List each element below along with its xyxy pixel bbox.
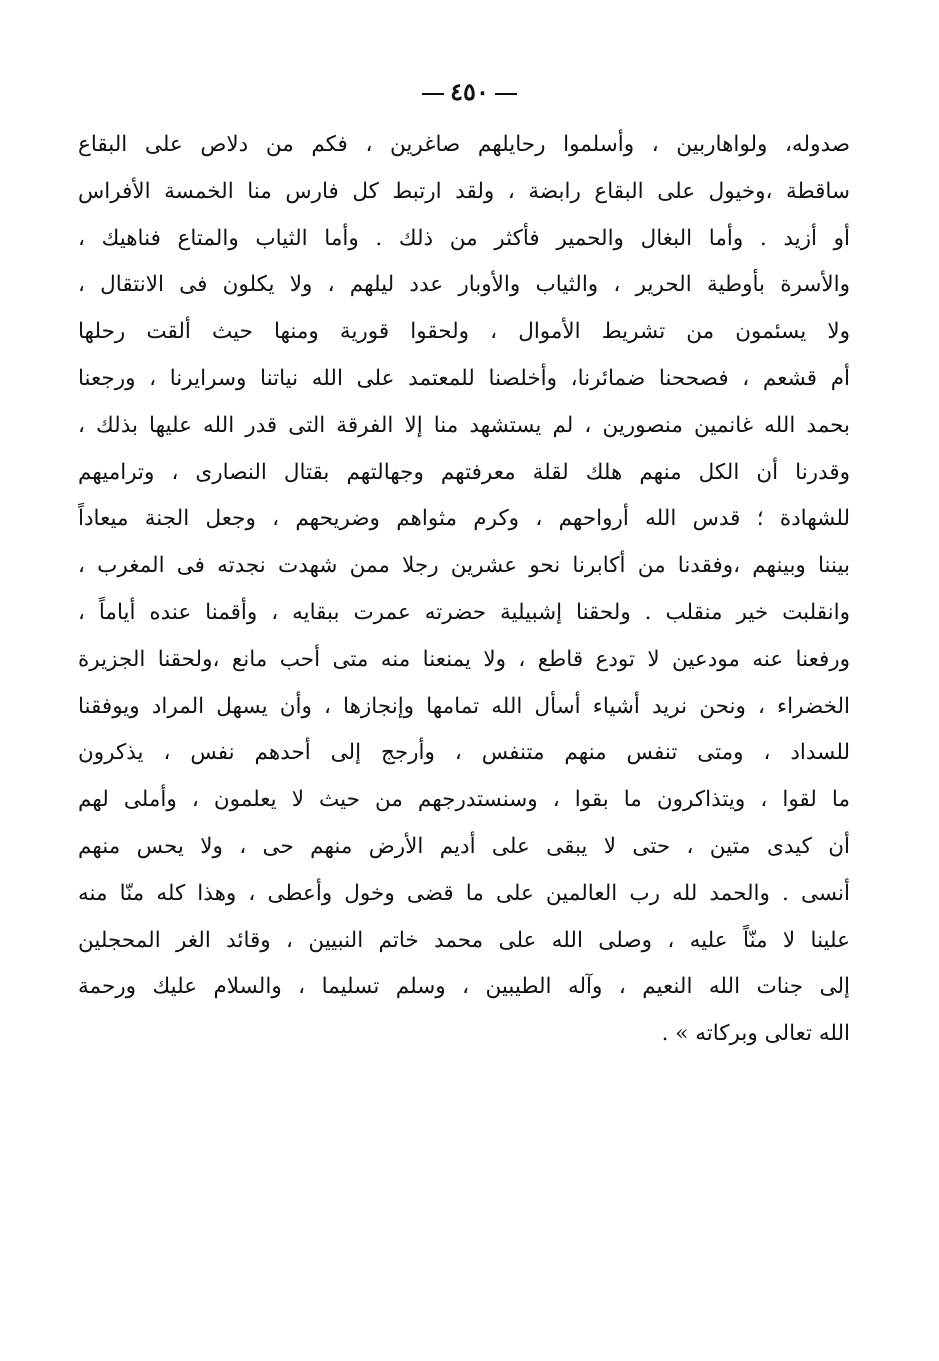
text-line-18: علينا لا منّاً عليه ، وصلى الله على محمد خاتم النبيين ، وقائد الغر المحجلين: [78, 927, 850, 953]
text-line-6: أم قشعم ، فصححنا ضمائرنا، وأخلصنا للمعتمد على الله نياتنا وسرايرنا ، ورجعنا: [78, 365, 850, 391]
text-line-16: أن كيدى متين ، حتى لا يبقى على أديم الأرض منهم حى ، ولا يحس منهم: [78, 833, 850, 859]
right-dash-divider: [422, 93, 444, 95]
text-line-1: صدوله، ولواهاربين ، وأسلموا رحايلهم صاغرين ، فكم من دلاص على البقاع: [78, 132, 850, 157]
text-line-12: ورفعنا عنه مودعين لا تودع قاطع ، ولا يمنعنا منه متى أحب مانع ،ولحقنا الجزيرة: [78, 646, 850, 672]
body-text: [78, 122, 850, 1058]
left-dash-divider: [495, 93, 517, 95]
text-line-17: أنسى . والحمد لله رب العالمين على ما قضى وخول وأعطى ، وهذا كله منّا منه: [78, 880, 850, 906]
text-line-14: للسداد ، ومتى تنفس منهم متنفس ، وأرجج إلى أحدهم نفس ، يذكرون: [78, 740, 850, 766]
text-line-2: ساقطة ،وخيول على البقاع رابضة ، ولقد ارتبط كل فارس منا الخمسة الأفراس: [78, 178, 850, 204]
text-line-3: أو أزيد . وأما البغال والحمير فأكثر من ذلك . وأما الثياب والمتاع فناهيك ،: [78, 225, 850, 251]
text-line-9: للشهادة ؛ قدس الله أرواحهم ، وكرم مثواهم وضريحهم ، وجعل الجنة ميعاداً: [78, 506, 850, 532]
text-line-8: وقدرنا أن الكل منهم هلك لقلة معرفتهم وجهالتهم بقتال النصارى ، وتراميهم: [78, 459, 850, 485]
text-line-5: ولا يسئمون من تشريط الأموال ، ولحقوا قورية ومنها حيث ألقت رحلها: [78, 319, 850, 345]
text-line-7: بحمد الله غانمين منصورين ، لم يستشهد منا إلا الفرقة التى قدر الله عليها بذلك ،: [78, 412, 850, 438]
text-line-4: والأسرة بأوطية الحرير ، والثياب والأوبار عدد ليلهم ، ولا يكلون فى الانتقال ،: [78, 272, 850, 298]
page-number-text: ٤٥٠: [450, 77, 489, 106]
text-line-11: وانقلبت خير منقلب . ولحقنا إشبيلية حضرته عمرت ببقايه ، وأقمنا عنده أياماً ،: [78, 599, 850, 625]
text-line-13: الخضراء ، ونحن نريد أشياء أسأل الله تمامها وإنجازها ، وأن يسهل المراد ويوفقنا: [78, 693, 850, 719]
text-line-15: ما لقوا ، ويتذاكرون ما بقوا ، وسنستدرجهم من حيث لا يعلمون ، وأملى لهم: [78, 787, 850, 813]
page-number: [0, 72, 939, 112]
text-line-20: الله تعالى وبركاته » .: [661, 1021, 850, 1047]
text-line-10: بيننا وبينهم ،وفقدنا من أكابرنا نحو عشرين رجلا ممن شهدت نجدته فى المغرب ،: [78, 553, 850, 579]
text-line-19: إلى جنات الله النعيم ، وآله الطيبين ، وسلم تسليما ، والسلام عليك ورحمة: [78, 974, 850, 1000]
